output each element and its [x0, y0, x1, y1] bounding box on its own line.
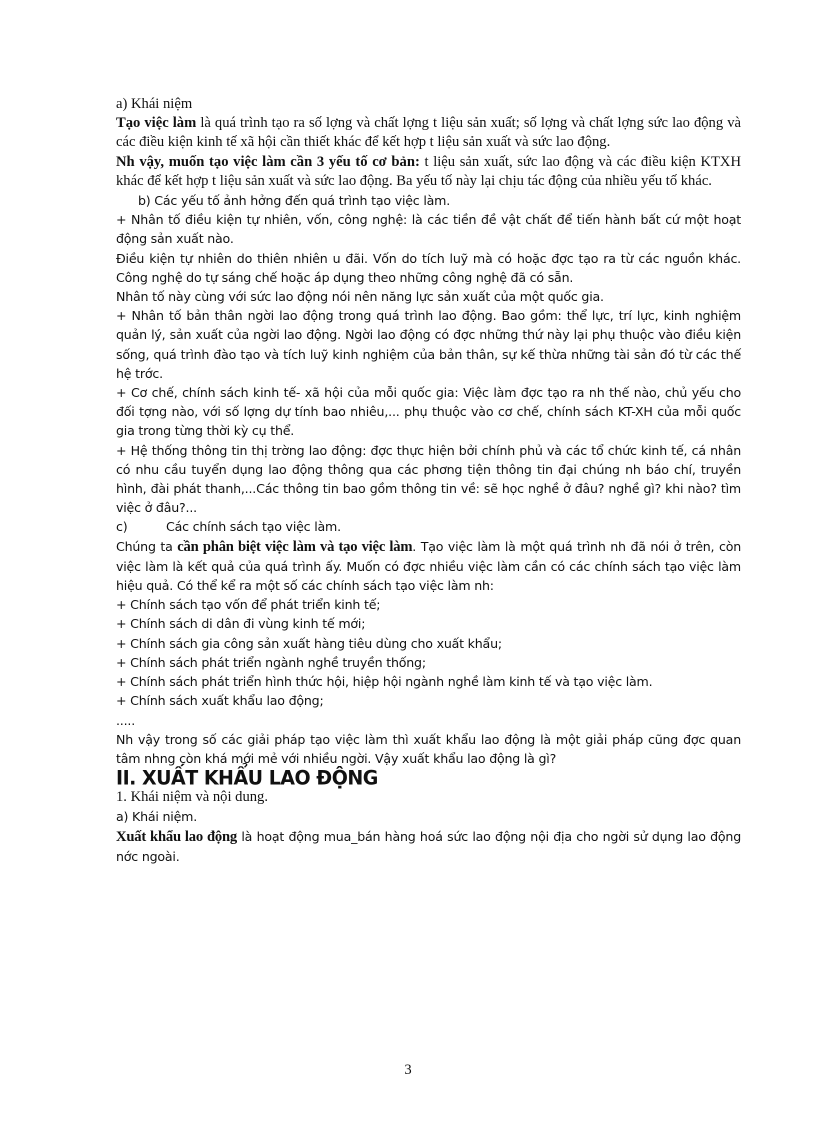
paragraph-definition	[116, 114, 741, 152]
paragraph-text: Chúng ta	[116, 538, 178, 554]
list-item: + Chính sách xuất khẩu lao động;	[116, 693, 324, 709]
section-c-title: Các chính sách tạo việc làm.	[166, 519, 341, 535]
paragraph-information-system: + Hệ thống thông tin thị trờng lao động: đợc thực hiện bởi chính phủ và các tổ chức kinh tế, cá nhân có nhu cầu tuyển dụng lao động thông qua các phơng tiện thông tin đại chúng nh báo chí, truyền hình, đài phát thanh,...Các thông tin bao gồm thông tin về: sẽ học nghề ở đâu? nghề gì? khi nào? tìm việc ở đâu?...	[116, 442, 741, 516]
paragraph-text: là hoạt động mua_bán hàng hoá sức lao động nội địa cho ngời sử dụng lao động nớc ngoài.	[116, 828, 741, 864]
page-number: 3	[404, 1062, 412, 1078]
term-bold: cần phân biệt việc làm và tạo việc làm	[177, 538, 413, 555]
paragraph-capacity: Nhân tố này cùng với sức lao động nói nên năng lực sản xuất của một quốc gia.	[116, 289, 604, 305]
paragraph-text: t liệu sản xuất, sức lao động và các điều kiện KTXH khác để kết hợp t liệu sản xuất và sức lao động. Ba yếu tố này lại chịu tác động của nhiều yếu tố khác.	[116, 153, 741, 189]
section-c-label: c)	[116, 519, 128, 535]
paragraph-distinguish	[116, 537, 741, 596]
subsection-a-heading: a) Khái niệm.	[116, 809, 197, 825]
term-bold: Xuất khẩu lao động	[116, 828, 237, 845]
paragraph-labor-factor: + Nhân tố bản thân ngời lao động trong quá trình lao động. Bao gồm: thể lực, trí lực, kinh nghiệm quản lý, sản xuất của ngời lao động. Ngời lao động có đợc những thứ này lại phụ thuộc vào điều kiện sống, quá trình đào tạo và tích luỹ kinh nghiệm của bản thân, sự kế thừa những tài sản đó từ các thế hệ trớc.	[116, 308, 741, 381]
section-b-heading: b) Các yếu tố ảnh hởng đến quá trình tạo việc làm.	[138, 193, 451, 209]
list-item: + Chính sách phát triển ngành nghề truyền thống;	[116, 654, 426, 670]
document-page	[116, 95, 741, 866]
paragraph-three-factors	[116, 153, 741, 191]
paragraph-text: là quá trình tạo ra số lợng và chất lợng t liệu sản xuất; số lợng và chất lợng sức lao động và các điều kiện kinh tế xã hội cần thiết khác để kết hợp t liệu sản xuất và sức lao động.	[116, 115, 741, 151]
term-bold: Tạo việc làm	[116, 115, 197, 132]
term-bold: Nh vậy, muốn tạo việc làm cần 3 yếu tố cơ bản:	[116, 153, 420, 170]
paragraph-text: . Tạo việc làm là một quá trình nh đã nói ở trên, còn việc làm là kết quả của quá trình ấy. Muốn có đợc nhiều việc làm cần có các chính sách tạo việc làm hiệu quả. Có thể kể ra một số các chính sách tạo việc làm nh:	[116, 538, 741, 594]
section-ii-heading: II. XUẤT KHẨU LAO ĐỘNG	[116, 766, 378, 790]
paragraph-natural-conditions: Điều kiện tự nhiên do thiên nhiên u đãi. Vốn do tích luỹ mà có hoặc đợc tạo ra từ các nguồn khác. Công nghệ do tự sáng chế hoặc áp dụng theo những công nghệ đã có sẵn.	[116, 250, 741, 285]
list-item: + Chính sách di dân đi vùng kinh tế mới;	[116, 616, 366, 632]
list-item: + Chính sách gia công sản xuất hàng tiêu dùng cho xuất khẩu;	[116, 635, 502, 651]
ellipsis: .....	[116, 712, 136, 728]
section-c-heading	[116, 517, 741, 536]
list-item: + Chính sách tạo vốn để phát triển kinh tế;	[116, 597, 381, 613]
paragraph-conclusion: Nh vậy trong số các giải pháp tạo việc làm thì xuất khẩu lao động là một giải pháp cũng đợc quan tâm nhng còn khá mới mẻ với nhiều ngời. Vậy xuất khẩu lao động là gì?	[116, 731, 741, 766]
paragraph-policy-mechanism: + Cơ chế, chính sách kinh tế- xã hội của mỗi quốc gia: Việc làm đợc tạo ra nh thế nào, chủ yếu cho đối tợng nào, với số lợng dự tính bao nhiêu,... phụ thuộc vào cơ chế, chính sách KT-XH của mỗi quốc gia trong từng thời kỳ cụ thể.	[116, 385, 741, 439]
list-item: + Chính sách phát triển hình thức hội, hiệp hội ngành nghề làm kinh tế và tạo việc làm.	[116, 674, 653, 690]
subsection-1-heading: 1. Khái niệm và nội dung.	[116, 789, 268, 806]
section-a-heading: a) Khái niệm	[116, 96, 193, 112]
paragraph-export-definition	[116, 827, 741, 866]
paragraph-natural-factors: + Nhân tố điều kiện tự nhiên, vốn, công nghệ: là các tiền đề vật chất để tiến hành bất cứ một hoạt động sản xuất nào.	[116, 212, 741, 247]
